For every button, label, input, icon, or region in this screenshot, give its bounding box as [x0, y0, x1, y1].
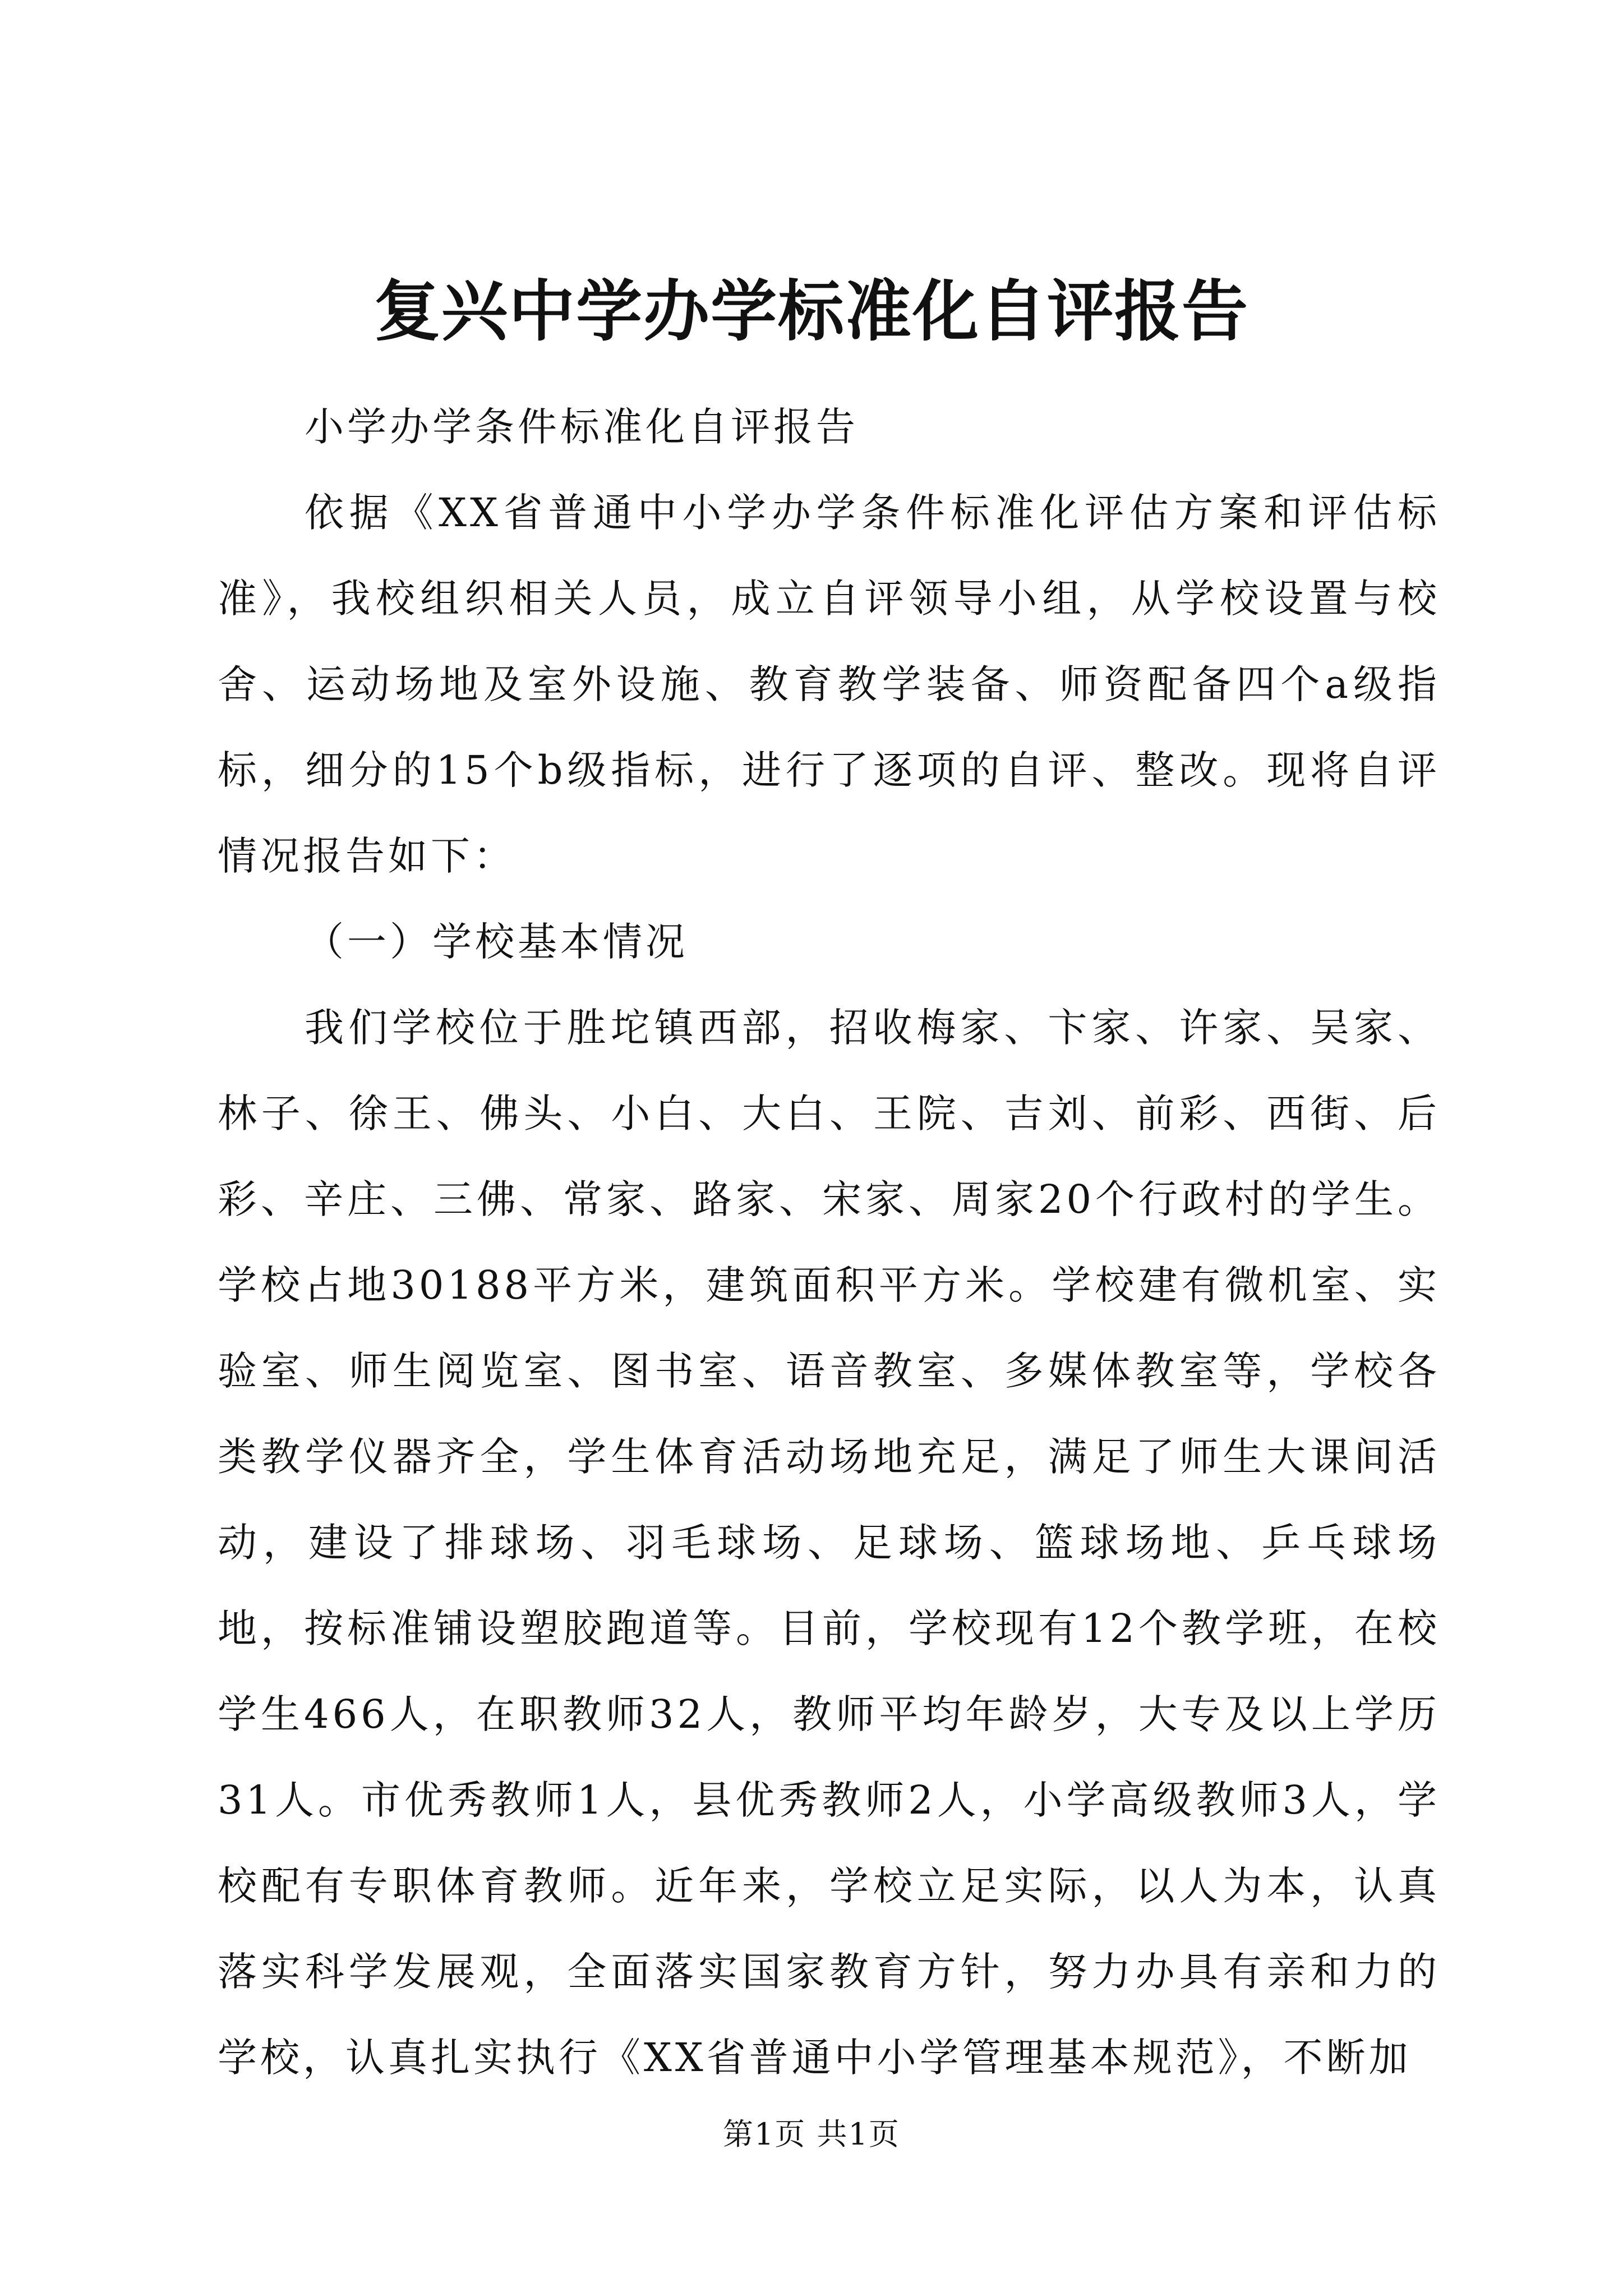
document-title: 复兴中学办学标准化自评报告 [374, 272, 1249, 350]
section-heading: （一）学校基本情况 [305, 919, 688, 965]
page-footer: 第1页 共1页 [723, 2116, 900, 2152]
school-info-paragraph: 我们学校位于胜坨镇西部，招收梅家、卞家、许家、吴家、林子、徐王、佛头、小白、大白、王院、吉刘、前彩、西街、后彩、辛庄、三佛、常家、路家、宋家、周家20个行政村的学生。学校占地30188平方米，建筑面积平方米。学校建有微机室、实验室、师生阅览室、图书室、语音教室、多媒体教室等，学校各类教学仪器齐全，学生体育活动场地充足，满足了师生大课间活动，建设了排球场、羽毛球场、足球场、篮球场地、乒乓球场地，按标准铺设塑胶跑道等。目前，学校现有12个教学班，在校学生466人，在职教师32人，教师平均年龄岁，大专及以上学历31人。市优秀教师1人，县优秀教师2人，小学高级教师3人，学校配有专职体育教师。近年来，学校立足实际，以人为本，认真落实科学发展观，全面落实国家教育方针，努力办具有亲和力的学校，认真扎实执行《XX省普通中小学管理基本规范》，不断加 [218, 1005, 1440, 2081]
intro-paragraph: 依据《XX省普通中小学办学条件标准化评估方案和评估标准》，我校组织相关人员，成立自评领导小组，从学校设置与校舍、运动场地及室外设施、教育教学装备、师资配备四个a级指标，细分的15个b级指标，进行了逐项的自评、整改。现将自评情况报告如下： [218, 490, 1440, 879]
document-body [218, 384, 1440, 2101]
subtitle-paragraph: 小学办学条件标准化自评报告 [305, 404, 859, 450]
